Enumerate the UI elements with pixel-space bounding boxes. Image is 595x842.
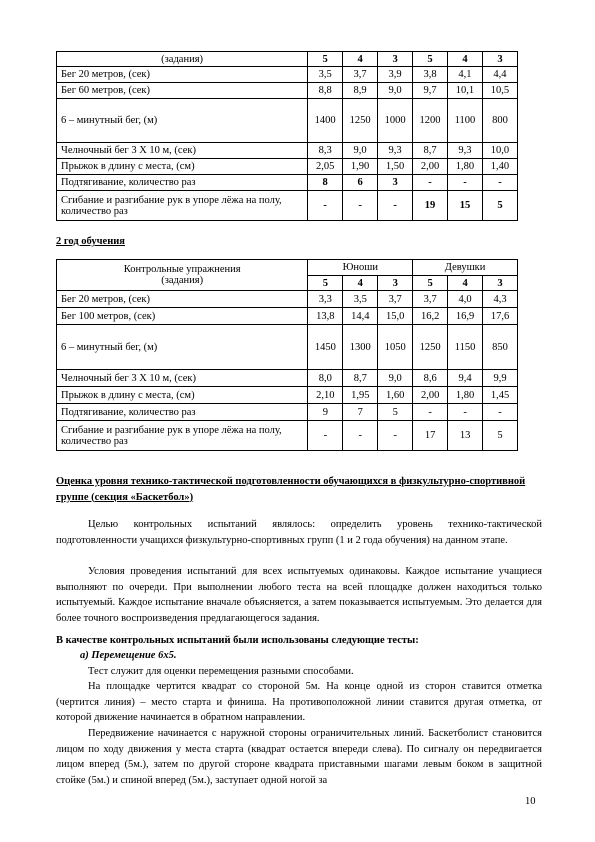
value-cell: 9,0 <box>343 143 378 159</box>
value-cell: 7 <box>343 404 378 421</box>
value-cell: 1200 <box>413 99 448 143</box>
value-cell: 13,8 <box>308 308 343 325</box>
value-cell: 3,9 <box>378 67 413 83</box>
value-cell: 9 <box>308 404 343 421</box>
value-cell: 9,0 <box>378 83 413 99</box>
paragraph-test-purpose: Тест служит для оценки перемещения разными способами. <box>88 666 354 677</box>
exercise-name: Бег 20 метров, (сек) <box>57 291 308 308</box>
value-cell: 9,3 <box>378 143 413 159</box>
table-group-row <box>57 260 518 276</box>
value-cell: 5 <box>483 421 518 451</box>
exercise-name: Челночный бег 3 Х 10 м, (сек) <box>57 143 308 159</box>
value-cell: - <box>308 191 343 221</box>
table-row <box>57 143 518 159</box>
table-row <box>57 99 518 143</box>
value-cell: - <box>448 404 483 421</box>
value-cell: 4,1 <box>448 67 483 83</box>
table-row <box>57 159 518 175</box>
grade-cell: 3 <box>482 52 517 67</box>
value-cell: - <box>448 175 483 191</box>
paragraph-test-a-title: а) Перемещение 6х5. <box>80 650 177 661</box>
grade-cell: 5 <box>308 52 343 67</box>
header-label: (задания) <box>57 52 308 67</box>
value-cell: - <box>308 421 343 451</box>
exercise-name: Прыжок в длину с места, (см) <box>57 387 308 404</box>
value-cell: 9,0 <box>378 370 413 387</box>
table-year1 <box>56 51 518 221</box>
value-cell: 14,4 <box>343 308 378 325</box>
value-cell: 1250 <box>343 99 378 143</box>
value-cell: 2,05 <box>308 159 343 175</box>
value-cell: 800 <box>482 99 517 143</box>
value-cell: 6 <box>343 175 378 191</box>
grade-cell: 5 <box>413 276 448 291</box>
table-row <box>57 370 518 387</box>
value-cell: 8,3 <box>308 143 343 159</box>
value-cell: 4,4 <box>482 67 517 83</box>
value-cell: 10,1 <box>448 83 483 99</box>
value-cell: 1,45 <box>483 387 518 404</box>
table-row <box>57 325 518 370</box>
value-cell: 1150 <box>448 325 483 370</box>
exercise-name: 6 – минутный бег, (м) <box>57 325 308 370</box>
value-cell: 8,7 <box>413 143 448 159</box>
grade-cell: 3 <box>378 276 413 291</box>
exercise-name: Сгибание и разгибание рук в упоре лёжа на полу, количество раз <box>57 421 308 451</box>
value-cell: 3,7 <box>413 291 448 308</box>
value-cell: - <box>343 421 378 451</box>
table-row <box>57 175 518 191</box>
value-cell: 1300 <box>343 325 378 370</box>
table-header-row <box>57 52 518 67</box>
paragraph-tests-intro: В качестве контрольных испытаний были использованы следующие тесты: <box>56 635 419 646</box>
value-cell: 4,0 <box>448 291 483 308</box>
value-cell: 1050 <box>378 325 413 370</box>
value-cell: 17,6 <box>483 308 518 325</box>
grade-cell: 4 <box>448 52 483 67</box>
value-cell: - <box>343 191 378 221</box>
exercise-name: Бег 100 метров, (сек) <box>57 308 308 325</box>
value-cell: 1,40 <box>482 159 517 175</box>
value-cell: 9,9 <box>483 370 518 387</box>
section-title: 2 год обучения <box>56 236 125 247</box>
exercise-name: Прыжок в длину с места, (см) <box>57 159 308 175</box>
value-cell: 9,3 <box>448 143 483 159</box>
exercise-name: Бег 20 метров, (сек) <box>57 67 308 83</box>
table-row <box>57 308 518 325</box>
value-cell: 16,9 <box>448 308 483 325</box>
grade-cell: 5 <box>413 52 448 67</box>
table-row <box>57 83 518 99</box>
group-boys: Юноши <box>308 260 413 276</box>
value-cell: 3,8 <box>413 67 448 83</box>
value-cell: 3,7 <box>378 291 413 308</box>
value-cell: - <box>413 175 448 191</box>
value-cell: 8,7 <box>343 370 378 387</box>
value-cell: 15,0 <box>378 308 413 325</box>
grade-cell: 4 <box>448 276 483 291</box>
value-cell: 850 <box>483 325 518 370</box>
value-cell: 5 <box>378 404 413 421</box>
value-cell: 1,80 <box>448 387 483 404</box>
value-cell: 1,95 <box>343 387 378 404</box>
value-cell: 17 <box>413 421 448 451</box>
value-cell: 3,5 <box>308 67 343 83</box>
grade-cell: 5 <box>308 276 343 291</box>
value-cell: 8,8 <box>308 83 343 99</box>
value-cell: 1,80 <box>448 159 483 175</box>
table-row <box>57 291 518 308</box>
value-cell: 16,2 <box>413 308 448 325</box>
header-label: Контрольные упражнения (задания) <box>57 260 308 291</box>
table-row <box>57 421 518 451</box>
exercise-name: Подтягивание, количество раз <box>57 175 308 191</box>
table-year2 <box>56 259 518 451</box>
value-cell: 1100 <box>448 99 483 143</box>
table-row <box>57 404 518 421</box>
value-cell: 15 <box>448 191 483 221</box>
exercise-name: 6 – минутный бег, (м) <box>57 99 308 143</box>
value-cell: 9,4 <box>448 370 483 387</box>
value-cell: 10,5 <box>482 83 517 99</box>
grade-cell: 4 <box>343 52 378 67</box>
value-cell: 1450 <box>308 325 343 370</box>
value-cell: 2,00 <box>413 159 448 175</box>
value-cell: 10,0 <box>482 143 517 159</box>
value-cell: 8 <box>308 175 343 191</box>
value-cell: - <box>378 421 413 451</box>
value-cell: 3,5 <box>343 291 378 308</box>
value-cell: 3,7 <box>343 67 378 83</box>
value-cell: 1,60 <box>378 387 413 404</box>
value-cell: 5 <box>482 191 517 221</box>
value-cell: 1,50 <box>378 159 413 175</box>
value-cell: - <box>378 191 413 221</box>
value-cell: 4,3 <box>483 291 518 308</box>
table-row <box>57 191 518 221</box>
value-cell: 1000 <box>378 99 413 143</box>
group-girls: Девушки <box>413 260 518 276</box>
value-cell: 1,90 <box>343 159 378 175</box>
grade-cell: 3 <box>483 276 518 291</box>
value-cell: 9,7 <box>413 83 448 99</box>
value-cell: - <box>483 404 518 421</box>
value-cell: 2,10 <box>308 387 343 404</box>
value-cell: 2,00 <box>413 387 448 404</box>
paragraph-conditions: Условия проведения испытаний для всех испытуемых одинаковы. Каждое испытание учащиеся выполняют по очереди. При выполнении любого теста на всей площадке должен находиться только испытуемый. Каждое испытание вначале объясняется, а затем показывается испытуемым. Это делается для более точного воспроизведения предлагающегося задания. <box>56 566 542 624</box>
table-row <box>57 67 518 83</box>
table-row <box>57 387 518 404</box>
value-cell: - <box>482 175 517 191</box>
grade-cell: 4 <box>343 276 378 291</box>
value-cell: 13 <box>448 421 483 451</box>
page-number: 10 <box>525 796 536 807</box>
value-cell: 1400 <box>308 99 343 143</box>
grade-cell: 3 <box>378 52 413 67</box>
exercise-name: Бег 60 метров, (сек) <box>57 83 308 99</box>
value-cell: 19 <box>413 191 448 221</box>
value-cell: - <box>413 404 448 421</box>
value-cell: 1250 <box>413 325 448 370</box>
exercise-name: Подтягивание, количество раз <box>57 404 308 421</box>
value-cell: 3,3 <box>308 291 343 308</box>
exercise-name: Сгибание и разгибание рук в упоре лёжа на полу, количество раз <box>57 191 308 221</box>
value-cell: 8,6 <box>413 370 448 387</box>
value-cell: 8,0 <box>308 370 343 387</box>
paragraph-test-setup: На площадке чертится квадрат со стороной 5м. На конце одной из сторон ставится отметка (чертится линия) – место старта и финиша. На противоположной линии ставится другая отметка, от которой движение начинается в обратном направлении. <box>56 681 542 723</box>
value-cell: 8,9 <box>343 83 378 99</box>
paragraph-test-movement: Передвижение начинается с наружной стороны ограничительных линий. Баскетболист становится лицом по ходу движения у места старта (квадрат остается впереди слева). По сигналу он передвигается лицом вперед (5м.), затем по другой стороне квадрата приставными шагами левым боком в защитной стойке (5м.) и спиной вперед (5м.), заступает одной ногой за <box>56 728 542 786</box>
value-cell: 3 <box>378 175 413 191</box>
assessment-title: Оценка уровня технико-тактической подготовленности обучающихся в физкультурно-спортивной группе (секция «Баскетбол») <box>56 476 526 503</box>
exercise-name: Челночный бег 3 Х 10 м, (сек) <box>57 370 308 387</box>
paragraph-goal: Целью контрольных испытаний являлось: определить уровень технико-тактической подготовленности учащихся физкультурно-спортивных групп (1 и 2 года обучения) на данном этапе. <box>56 519 542 546</box>
